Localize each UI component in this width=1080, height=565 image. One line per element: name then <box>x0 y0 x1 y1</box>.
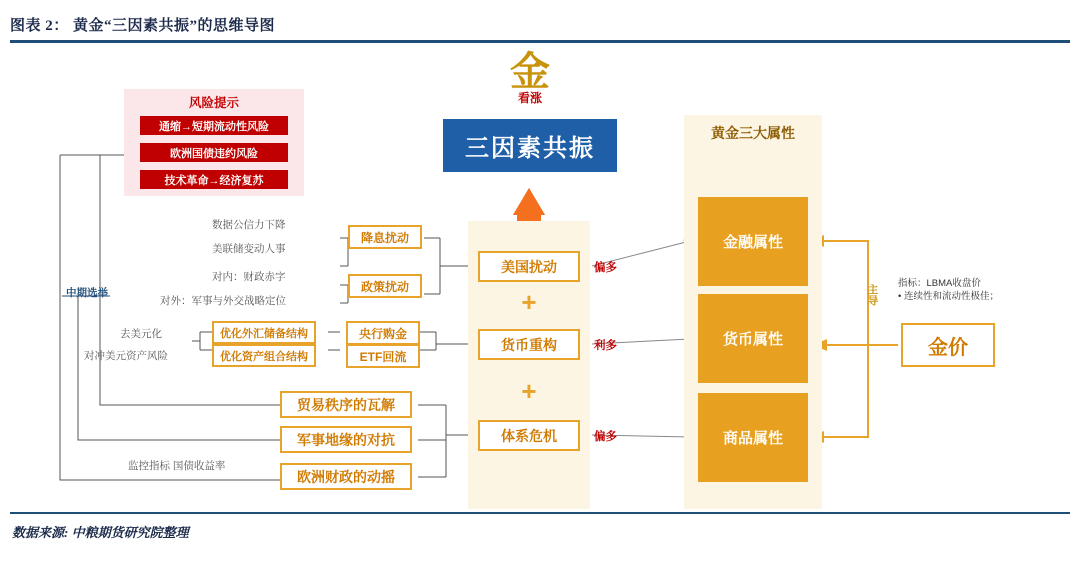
text-de-dollarization: 去美元化 <box>120 328 162 340</box>
text-hedge-usd-assets: 对冲美元资产风险 <box>84 350 168 362</box>
text-monitor-indicator: 监控指标 国债收益率 <box>128 460 226 472</box>
attribute-monetary[interactable]: 货币属性 <box>698 294 808 383</box>
tag-us-disturbance: 偏多 <box>594 262 617 274</box>
attribute-commodity[interactable]: 商品属性 <box>698 393 808 482</box>
text-fiscal-deficit: 对内：财政赤字 <box>212 271 286 283</box>
box-optimize-fx-reserves[interactable]: 优化外汇储备结构 <box>212 321 316 344</box>
risk-item-2[interactable]: 欧洲国债违约风险 <box>140 143 288 162</box>
box-rate-cut-disturbance[interactable]: 降息扰动 <box>348 225 422 249</box>
box-european-fiscal[interactable]: 欧洲财政的动摇 <box>280 463 412 490</box>
risk-item-1[interactable]: 通缩→短期流动性风险 <box>140 116 288 135</box>
page-title <box>10 14 1070 35</box>
box-central-bank-buying[interactable]: 央行购金 <box>346 321 420 345</box>
box-policy-disturbance[interactable]: 政策扰动 <box>348 274 422 298</box>
center-node-us-disturbance[interactable]: 美国扰动 <box>478 251 580 282</box>
tag-currency-restructure: 利多 <box>594 340 617 352</box>
box-etf-inflow[interactable]: ETF回流 <box>346 344 420 368</box>
box-trade-order-collapse[interactable]: 贸易秩序的瓦解 <box>280 391 412 418</box>
text-foreign-strategy: 对外：军事与外交战略定位 <box>160 295 286 307</box>
center-node-currency-restructure[interactable]: 货币重构 <box>478 329 580 360</box>
box-optimize-portfolio[interactable]: 优化资产组合结构 <box>212 344 316 367</box>
box-military-geopolitics[interactable]: 军事地缘的对抗 <box>280 426 412 453</box>
attribute-financial[interactable]: 金融属性 <box>698 197 808 286</box>
risk-panel-title: 风险提示 <box>188 96 239 110</box>
gold-price-box[interactable]: 金价 <box>901 323 995 367</box>
risk-item-3[interactable]: 技术革命→经济复苏 <box>140 170 288 189</box>
diagram-canvas <box>0 45 1080 510</box>
text-midterm-election: 中期选举 <box>66 287 108 299</box>
tag-system-crisis: 偏多 <box>594 431 617 443</box>
indicator-line-2: • 连续性和流动性极佳； <box>898 291 999 302</box>
text-data-credibility: 数据公信力下降 <box>212 219 286 231</box>
bottom-divider <box>10 512 1070 514</box>
indicator-line-1: 指标：LBMA收盘价 <box>898 278 981 289</box>
source-note: 数据来源: 中粮期货研究院整理 <box>12 525 189 540</box>
center-node-system-crisis[interactable]: 体系危机 <box>478 420 580 451</box>
indicator-note <box>898 277 1068 303</box>
plus-sign-1: + <box>521 286 537 317</box>
page-title-text: 图表 2： 黄金“三因素共振”的思维导图 <box>10 18 276 34</box>
resonance-box[interactable]: 三因素共振 <box>443 119 617 172</box>
gold-character: 金 <box>510 48 550 94</box>
attributes-title: 黄金三大属性 <box>711 127 795 142</box>
gold-bullish-label: 看涨 <box>517 90 542 105</box>
text-fed-personnel: 美联储变动人事 <box>212 243 286 255</box>
plus-sign-2: + <box>521 375 537 406</box>
dominant-label: 主导 <box>867 284 879 307</box>
